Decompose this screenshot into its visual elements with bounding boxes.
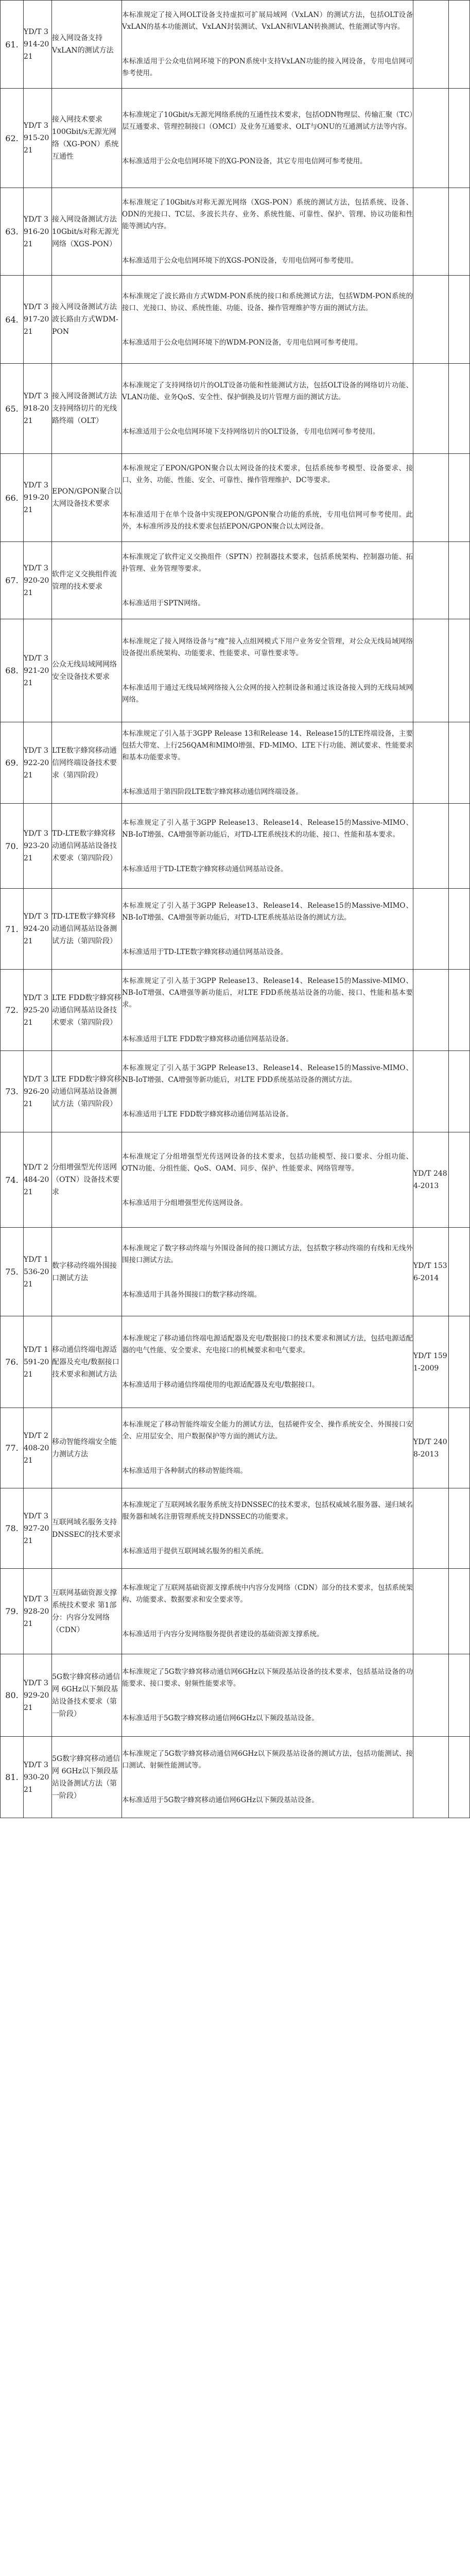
paragraph-gap: [122, 924, 413, 946]
scope-paragraph: 本标准适用于公众电信网环境下的XGS-PON设备，专用电信网可参考使用。: [122, 256, 358, 265]
standard-code: YD/T 3930-2021: [24, 1737, 52, 1818]
scope-paragraph: 本标准适用于公众电信网环境下的WDM-PON设备，专用电信网可参考使用。: [122, 338, 362, 347]
row-number: 77.: [1, 1408, 24, 1488]
table-row: [1, 804, 470, 889]
remarks-cell: [449, 889, 470, 970]
paragraph-gap: [122, 1606, 413, 1629]
remarks-cell: [449, 804, 470, 889]
replaced-standard: YD/T 1536-2014: [413, 1228, 449, 1316]
scope-paragraph: 本标准规定了引入基于3GPP Release13、Release14、Release15的Massive-MIMO、NB-IoT增强、CA增强等新功能后，对TD-LTE系统技术的功能、接口、性能和基本要求。: [122, 818, 413, 839]
replaced-standard: [413, 1654, 449, 1737]
standard-scope: [122, 619, 413, 722]
standard-name: EPON/GPON聚合以太网设备技术要求: [52, 454, 122, 542]
replaced-standard: [413, 276, 449, 364]
paragraph-gap: [122, 841, 413, 863]
standard-name: LTE数字蜂窝移动通信网终端设备技术要求（第四阶段）: [52, 722, 122, 804]
scope-paragraph: 本标准规定了接入网络设备与“瘦”接入点组网模式下用户业务安全管理，对公众无线局域网络设备提出系统架构、功能要求、性能要求、可靠性要求等。: [122, 637, 413, 657]
table-row: [1, 970, 470, 1051]
standard-name: TD-LTE数字蜂窝移动通信网基站设备技术要求（第四阶段）: [52, 804, 122, 889]
table-row: [1, 542, 470, 619]
standard-scope: [122, 1228, 413, 1316]
row-number: 68.: [1, 619, 24, 722]
scope-paragraph: 本标准规定了互联网基础资源支撑系统中内容分发网络（CDN）部分的技术要求，包括系统架构、功能要求、数据要求和安全要求等。: [122, 1584, 413, 1604]
table-row: [1, 1, 470, 89]
scope-paragraph: 本标准规定了支持网络切片的OLT设备功能和性能测试方法，包括OLT设备的网络切片功能、VLAN功能、业务QoS、安全性、保护倒换及切片管理方面的测试方法。: [122, 381, 413, 401]
scope-paragraph: 本标准适用于内容分发网络服务提供者建设的基础资源支撑系统。: [122, 1630, 324, 1638]
remarks-cell: [449, 1228, 470, 1316]
remarks-cell: [449, 1737, 470, 1818]
standard-name: 接入网技术要求 100Gbit/s无源光网络（XG-PON）系统互通性: [52, 89, 122, 188]
row-number: 73.: [1, 1051, 24, 1132]
remarks-cell: [449, 1132, 470, 1228]
standard-name: 互联网基础资源支撑系统技术要求 第1部分：内容分发网络（CDN）: [52, 1569, 122, 1654]
standard-code: YD/T 1591-2021: [24, 1316, 52, 1408]
standard-name: 数字移动终端外围接口测试方法: [52, 1228, 122, 1316]
scope-paragraph: 本标准规定了引入基于3GPP Release 13和Release 14、Release15的LTE终端设备，主要包括大带宽、上行256QAM和MIMO增强、FD-MIMO、LTE下行功能、测试要求、性能要求和基本功能要求等。: [122, 729, 413, 761]
standard-name: 5G数字蜂窝移动通信网 6GHz以下频段基站设备技术要求（第一阶段）: [52, 1654, 122, 1737]
row-number: 61.: [1, 1, 24, 89]
scope-paragraph: 本标准规定了移动通信终端电源适配器及充电/数据接口的技术要求和测试方法，包括电源适配器的电气性能、安全要求、充电接口的机械要求和电气要求。: [122, 1334, 413, 1354]
paragraph-gap: [122, 133, 413, 156]
scope-paragraph: 本标准适用于5G数字蜂窝移动通信网6GHz以下频段基站设备。: [122, 1714, 319, 1722]
replaced-standard: [413, 804, 449, 889]
remarks-cell: [449, 722, 470, 804]
standard-code: YD/T 3915-2021: [24, 89, 52, 188]
paragraph-gap: [122, 232, 413, 255]
standard-name: 接入网设备支持VxLAN的测试方法: [52, 1, 122, 89]
table-row: [1, 1051, 470, 1132]
remarks-cell: [449, 1051, 470, 1132]
standard-scope: [122, 1488, 413, 1569]
standards-table-body: [1, 1, 470, 1818]
replaced-standard: [413, 1051, 449, 1132]
scope-paragraph: 本标准适用于TD-LTE数字蜂窝移动通信网基站设备。: [122, 865, 288, 873]
scope-paragraph: 本标准适用于通过无线局域网络接入公众网的接入控制设备和通过该设备接入到的无线局域网网络。: [122, 683, 413, 704]
standard-name: 公众无线局域网网络安全设备技术要求: [52, 619, 122, 722]
remarks-cell: [449, 1, 470, 89]
replaced-standard: [413, 89, 449, 188]
paragraph-gap: [122, 1011, 413, 1033]
scope-paragraph: 本标准规定了软件定义交换组件（SPTN）控制器技术要求，包括系统架构、控制器功能、拓扑管理、业务管理等要求。: [122, 553, 413, 573]
scope-paragraph: 本标准规定了引入基于3GPP Release13、Release14、Release15的Massive-MIMO、NB-IoT增强、CA增强等新功能后，对LTE FDD系统基站设备的测试方法。: [122, 1064, 413, 1084]
replaced-standard: [413, 542, 449, 619]
scope-paragraph: 本标准适用于各种制式的移动智能终端。: [122, 1467, 247, 1475]
standard-name: 接入网设备测试方法 支持网络切片的光线路终端（OLT）: [52, 364, 122, 454]
scope-paragraph: 本标准适用于移动通信终端使用的电源适配器及充电/数据接口。: [122, 1381, 319, 1389]
remarks-cell: [449, 1408, 470, 1488]
standard-scope: [122, 722, 413, 804]
table-row: [1, 1737, 470, 1818]
standard-name: 分组增强型光传送网（OTN）设备技术要求: [52, 1132, 122, 1228]
standard-name: 5G数字蜂窝移动通信网 6GHz以下频段基站设备测试方法（第一阶段）: [52, 1737, 122, 1818]
remarks-cell: [449, 454, 470, 542]
table-row: [1, 454, 470, 542]
standard-code: YD/T 3916-2021: [24, 188, 52, 276]
table-row: [1, 1132, 470, 1228]
standard-name: 互联网域名服务支持DNSSEC的技术要求: [52, 1488, 122, 1569]
standard-code: YD/T 3928-2021: [24, 1569, 52, 1654]
row-number: 66.: [1, 454, 24, 542]
scope-paragraph: 本标准适用于具备外围接口的数字移动终端。: [122, 1291, 261, 1299]
standard-name: 接入网设备测试方法 10Gbit/s对称无源光网络（XGS-PON）: [52, 188, 122, 276]
standard-name: TD-LTE数字蜂窝移动通信网基站设备测试方法（第四阶段）: [52, 889, 122, 970]
replaced-standard: [413, 970, 449, 1051]
remarks-cell: [449, 188, 470, 276]
standard-name: LTE FDD数字蜂窝移动通信网基站设备测试方法（第四阶段）: [52, 1051, 122, 1132]
paragraph-gap: [122, 1266, 413, 1289]
table-row: [1, 722, 470, 804]
scope-paragraph: 本标准适用于分组增强型光传送网设备。: [122, 1198, 247, 1207]
remarks-cell: [449, 89, 470, 188]
paragraph-gap: [122, 764, 413, 786]
standard-code: YD/T 3922-2021: [24, 722, 52, 804]
remarks-cell: [449, 1569, 470, 1654]
replaced-standard: [413, 364, 449, 454]
remarks-cell: [449, 364, 470, 454]
table-row: [1, 364, 470, 454]
table-row: [1, 1488, 470, 1569]
row-number: 72.: [1, 970, 24, 1051]
paragraph-gap: [122, 403, 413, 426]
paragraph-gap: [122, 33, 413, 56]
standard-code: YD/T 3926-2021: [24, 1051, 52, 1132]
table-row: [1, 889, 470, 970]
remarks-cell: [449, 1488, 470, 1569]
row-number: 76.: [1, 1316, 24, 1408]
replaced-standard: YD/T 1591-2009: [413, 1316, 449, 1408]
standard-code: YD/T 3929-2021: [24, 1654, 52, 1737]
standard-scope: [122, 542, 413, 619]
standard-code: YD/T 3921-2021: [24, 619, 52, 722]
standard-scope: [122, 1132, 413, 1228]
scope-paragraph: 本标准规定了10Gbit/s无源光网络系统的互通性技术要求，包括ODN物理层、传输汇聚（TC）层互通要求、管理控制接口（OMCI）及业务互通要求、OLT与ONU的互通测试方法等内容。: [122, 110, 413, 131]
replaced-standard: [413, 188, 449, 276]
standard-name: 接入网设备测试方法 波长路由方式WDM-PON: [52, 276, 122, 364]
row-number: 69.: [1, 722, 24, 804]
standard-scope: [122, 454, 413, 542]
standard-code: YD/T 3925-2021: [24, 970, 52, 1051]
table-row: [1, 89, 470, 188]
paragraph-gap: [122, 1523, 413, 1546]
replaced-standard: YD/T 2484-2013: [413, 1132, 449, 1228]
table-row: [1, 1569, 470, 1654]
standard-code: YD/T 3914-2021: [24, 1, 52, 89]
standard-scope: [122, 1569, 413, 1654]
row-number: 63.: [1, 188, 24, 276]
replaced-standard: [413, 1488, 449, 1569]
standard-scope: [122, 188, 413, 276]
paragraph-gap: [122, 314, 413, 337]
replaced-standard: [413, 619, 449, 722]
standard-code: YD/T 3927-2021: [24, 1488, 52, 1569]
replaced-standard: [413, 722, 449, 804]
row-number: 79.: [1, 1569, 24, 1654]
standard-name: 移动通信终端电源适配器及充电/数据接口技术要求和测试方法: [52, 1316, 122, 1408]
replaced-standard: YD/T 2408-2013: [413, 1408, 449, 1488]
scope-paragraph: 本标准规定了数字移动终端与外围设备间的接口测试方法，包括数字移动终端的有线和无线外围接口测试方法。: [122, 1244, 413, 1264]
scope-paragraph: 本标准适用于TD-LTE数字蜂窝移动通信网基站设备。: [122, 947, 288, 956]
scope-paragraph: 本标准规定了引入基于3GPP Release13、Release14、Release15的Massive-MIMO、NB-IoT增强、CA增强等新功能后，对TD-LTE系统基站设备的测试方法。: [122, 901, 413, 922]
row-number: 71.: [1, 889, 24, 970]
standard-scope: [122, 1, 413, 89]
scope-paragraph: 本标准适用于公众电信网环境下的XG-PON设备，其它专用电信网可参考使用。: [122, 157, 367, 165]
table-row: [1, 619, 470, 722]
standard-code: YD/T 3923-2021: [24, 804, 52, 889]
scope-paragraph: 本标准规定了分组增强型光传送网设备的技术要求，包括功能模型、接口要求、分组功能、OTN功能、分组性能、QoS、OAM、同步、保护、性能要求、网络管理等。: [122, 1152, 413, 1173]
standard-scope: [122, 889, 413, 970]
standard-scope: [122, 1316, 413, 1408]
scope-paragraph: 本标准规定了5G数字蜂窝移动通信网6GHz以下频段基站设备的技术要求，包括基站设备的功能要求、接口要求、射频性能要求等。: [122, 1668, 413, 1688]
standard-code: YD/T 3919-2021: [24, 454, 52, 542]
standard-code: YD/T 1536-2021: [24, 1228, 52, 1316]
scope-paragraph: 本标准规定了移动智能终端安全能力的测试方法，包括硬件安全、操作系统安全、外围接口安全、应用层安全、用户数据保护等方面的测试方法。: [122, 1420, 413, 1440]
scope-paragraph: 本标准适用于在单个设备中实现EPON/GPON聚合功能的系统，专用电信网可参考使用。此外，本标准所涉及的技术要求包括EPON/GPON聚合以太网设备。: [122, 511, 413, 531]
table-row: [1, 1654, 470, 1737]
standard-name: 软件定义交换组件流管理的技术要求: [52, 542, 122, 619]
standard-code: YD/T 3920-2021: [24, 542, 52, 619]
row-number: 74.: [1, 1132, 24, 1228]
replaced-standard: [413, 1737, 449, 1818]
replaced-standard: [413, 1, 449, 89]
scope-paragraph: 本标准适用于LTE FDD数字蜂窝移动通信网基站设备。: [122, 1110, 293, 1118]
scope-paragraph: 本标准规定了10Gbit/s对称无源光网络（XGS-PON）系统的测试方法，包括系统、设备、ODN的光接口、TC层、多波长共存、业务、系统性能、可靠性、保护、管理、协议功能和性能等测试内容。: [122, 198, 413, 230]
row-number: 65.: [1, 364, 24, 454]
paragraph-gap: [122, 1443, 413, 1465]
scope-paragraph: 本标准规定了引入基于3GPP Release13、Release14、Release15的Massive-MIMO、NB-IoT增强、CA增强等新功能后，对LTE FDD系统基站设备的功能、接口、性能和基本要求。: [122, 976, 413, 1009]
row-number: 75.: [1, 1228, 24, 1316]
scope-paragraph: 本标准适用于第四阶段LTE数字蜂窝移动通信网终端设备。: [122, 787, 303, 796]
paragraph-gap: [122, 1357, 413, 1379]
scope-paragraph: 本标准适用于5G数字蜂窝移动通信网6GHz以下频段基站设备。: [122, 1796, 319, 1804]
remarks-cell: [449, 1654, 470, 1737]
scope-paragraph: 本标准适用于公众电信网环境下的PON系统中支持VxLAN功能的接入网设备，专用电信网可参考使用。: [122, 57, 413, 77]
replaced-standard: [413, 454, 449, 542]
standard-code: YD/T 3918-2021: [24, 364, 52, 454]
standard-code: YD/T 2408-2021: [24, 1408, 52, 1488]
remarks-cell: [449, 542, 470, 619]
remarks-cell: [449, 619, 470, 722]
replaced-standard: [413, 889, 449, 970]
standard-name: 移动智能终端安全能力测试方法: [52, 1408, 122, 1488]
scope-paragraph: 本标准规定了5G数字蜂窝移动通信网6GHz以下频段基站设备的测试方法，包括功能测试、接口测试、射频性能测试等。: [122, 1750, 413, 1770]
table-row: [1, 1228, 470, 1316]
remarks-cell: [449, 276, 470, 364]
standard-scope: [122, 1408, 413, 1488]
paragraph-gap: [122, 575, 413, 598]
scope-paragraph: 本标准适用于SPTN网络。: [122, 599, 205, 607]
row-number: 64.: [1, 276, 24, 364]
scope-paragraph: 本标准规定了接入网OLT设备支持虚拟可扩展局域网（VxLAN）的测试方法，包括OLT设备VxLAN的基本功能测试、VxLAN封装测试、VxLAN和VLAN转换测试、性能测试等内容。: [122, 11, 413, 31]
replaced-standard: [413, 1569, 449, 1654]
standard-scope: [122, 970, 413, 1051]
paragraph-gap: [122, 1772, 413, 1794]
standard-code: YD/T 2484-2021: [24, 1132, 52, 1228]
scope-paragraph: 本标准规定了互联网域名服务系统支持DNSSEC的技术要求，包括权威域名服务器、递归域名服务器和域名注册管理系统支持DNSSEC的功能要求。: [122, 1501, 413, 1521]
standard-scope: [122, 276, 413, 364]
standard-code: YD/T 3924-2021: [24, 889, 52, 970]
table-row: [1, 276, 470, 364]
row-number: 70.: [1, 804, 24, 889]
row-number: 80.: [1, 1654, 24, 1737]
remarks-cell: [449, 1316, 470, 1408]
standard-code: YD/T 3917-2021: [24, 276, 52, 364]
scope-paragraph: 本标准规定了波长路由方式WDM-PON系统的接口和系统测试方法，包括WDM-PON系统的接口、光接口、协议、系统性能、功能、设备、操作管理维护等方面的测试方法。: [122, 292, 413, 312]
standard-scope: [122, 804, 413, 889]
scope-paragraph: 本标准适用于提供互联网域名服务的相关系统。: [122, 1547, 268, 1555]
standard-scope: [122, 89, 413, 188]
scope-paragraph: 本标准适用于LTE FDD数字蜂窝移动通信网基站设备。: [122, 1035, 293, 1043]
row-number: 62.: [1, 89, 24, 188]
standard-name: LTE FDD数字蜂窝移动通信网基站设备技术要求（第四阶段）: [52, 970, 122, 1051]
standard-scope: [122, 364, 413, 454]
paragraph-gap: [122, 1086, 413, 1109]
table-row: [1, 1316, 470, 1408]
table-row: [1, 188, 470, 276]
standard-scope: [122, 1654, 413, 1737]
paragraph-gap: [122, 1690, 413, 1713]
standard-scope: [122, 1051, 413, 1132]
paragraph-gap: [122, 486, 413, 509]
paragraph-gap: [122, 659, 413, 682]
standard-scope: [122, 1737, 413, 1818]
scope-paragraph: 本标准规定了EPON/GPON聚合以太网设备的技术要求，包括系统参考模型、设备要求、接口、业务、功能、性能、安全、可靠性、操作管理维护、DC等要求。: [122, 464, 413, 484]
row-number: 78.: [1, 1488, 24, 1569]
remarks-cell: [449, 970, 470, 1051]
table-row: [1, 1408, 470, 1488]
row-number: 81.: [1, 1737, 24, 1818]
scope-paragraph: 本标准适用于公众电信网环境下支持网络切片的OLT设备，专用电信网可参考使用。: [122, 427, 380, 436]
row-number: 67.: [1, 542, 24, 619]
paragraph-gap: [122, 1175, 413, 1197]
